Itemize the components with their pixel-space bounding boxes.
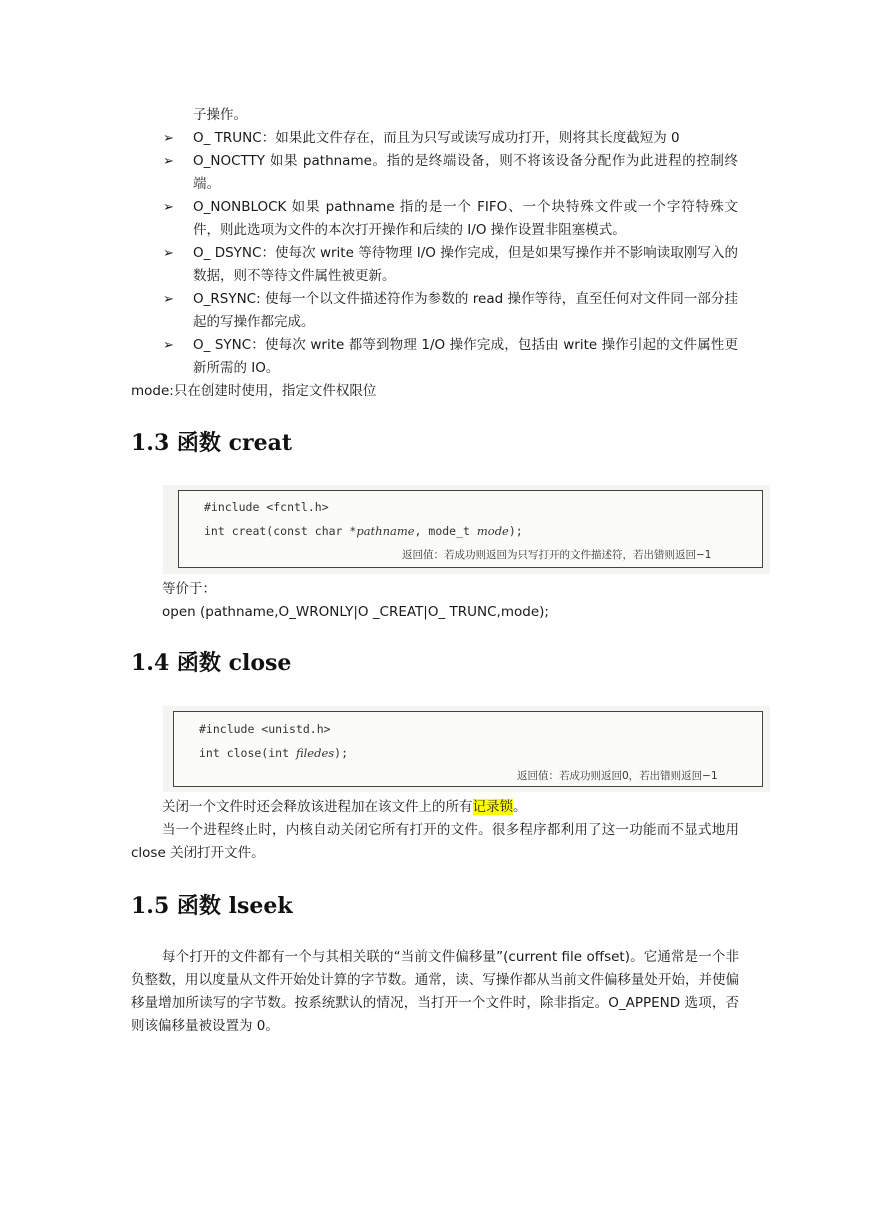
heading-lseek: 1.5 函数 lseek bbox=[131, 893, 293, 919]
option-o-sync bbox=[163, 334, 738, 380]
option-text: O_RSYNC: 使每一个以文件描述符作为参数的 read 操作等待，直至任何对文件同一部分挂起的写操作都完成。 bbox=[193, 291, 738, 330]
heading-creat: 1.3 函数 creat bbox=[131, 430, 292, 456]
option-continuation: 子操作。 bbox=[193, 107, 247, 123]
bullet-arrow-icon: ➢ bbox=[163, 200, 174, 215]
option-text: O_ TRUNC：如果此文件存在，而且为只写或读写成功打开，则将其长度截短为 0 bbox=[193, 130, 680, 146]
option-text: O_ SYNC：使每次 write 都等到物理 1/O 操作完成，包括由 write 操作引起的文件属性更新所需的 IO。 bbox=[193, 337, 738, 376]
close-code-prototype: int close(int filedes); bbox=[199, 746, 349, 760]
option-text: O_ DSYNC：使每次 write 等待物理 I/O 操作完成，但是如果写操作并不影响读取刚写入的数据，则不等待文件属性被更新。 bbox=[193, 245, 738, 284]
bullet-arrow-icon: ➢ bbox=[163, 292, 174, 307]
bullet-arrow-icon: ➢ bbox=[163, 338, 174, 353]
close-code-include: #include <unistd.h> bbox=[199, 722, 331, 736]
creat-code-include: #include <fcntl.h> bbox=[204, 500, 329, 514]
heading-close: 1.4 函数 close bbox=[131, 650, 292, 676]
bullet-arrow-icon: ➢ bbox=[163, 131, 174, 146]
creat-code-frame bbox=[178, 490, 763, 568]
creat-code-prototype: int creat(const char *pathname, mode_t mode); bbox=[204, 524, 523, 538]
option-o-nonblock bbox=[163, 196, 738, 242]
close-code-frame bbox=[173, 711, 763, 787]
highlight-record-lock: 记录锁 bbox=[472, 799, 513, 815]
option-o-rsync bbox=[163, 288, 738, 334]
option-text: O_NOCTTY 如果 pathname。指的是终端设备，则不将该设备分配作为此进程的控制终端。 bbox=[193, 153, 738, 192]
close-paragraph-1: 关闭一个文件时还会释放该进程加在该文件上的所有记录锁。 bbox=[162, 799, 527, 815]
option-o-dsync bbox=[163, 242, 738, 288]
equivalent-code: open (pathname,O_WRONLY|O _CREAT|O_ TRUNC,mode); bbox=[162, 604, 549, 620]
mode-description: mode:只在创建时使用，指定文件权限位 bbox=[131, 383, 377, 399]
close-paragraph-2: 当一个进程终止时，内核自动关闭它所有打开的文件。很多程序都利用了这一功能而不显式地用 close 关闭打开文件。 bbox=[131, 822, 739, 861]
bullet-arrow-icon: ➢ bbox=[163, 246, 174, 261]
option-o-noctty bbox=[163, 150, 738, 196]
close-code-figure bbox=[163, 706, 770, 792]
creat-return-note: 返回值：若成功则返回为只写打开的文件描述符，若出错则返回−1 bbox=[402, 549, 712, 561]
lseek-paragraph: 每个打开的文件都有一个与其相关联的“当前文件偏移量”(current file offset)。它通常是一个非负整数，用以度量从文件开始处计算的字节数。通常，读、写操作都从当前文件偏移量处开始，并使偏移量增加所读写的字节数。按系统默认的情况，当打开一个文件时，除非指定。O_APPEND 选项，否则该偏移量被设置为 0。 bbox=[131, 949, 739, 1034]
equivalent-label: 等价于： bbox=[162, 581, 216, 597]
close-return-note: 返回值：若成功则返回0，若出错则返回−1 bbox=[517, 770, 718, 782]
option-o-trunc bbox=[163, 127, 738, 150]
creat-code-figure bbox=[163, 485, 770, 574]
bullet-arrow-icon: ➢ bbox=[163, 154, 174, 169]
option-text: O_NONBLOCK 如果 pathname 指的是一个 FIFO、一个块特殊文件或一个字符特殊文件，则此选项为文件的本次打开操作和后续的 I/O 操作设置非阻塞模式。 bbox=[193, 199, 738, 238]
